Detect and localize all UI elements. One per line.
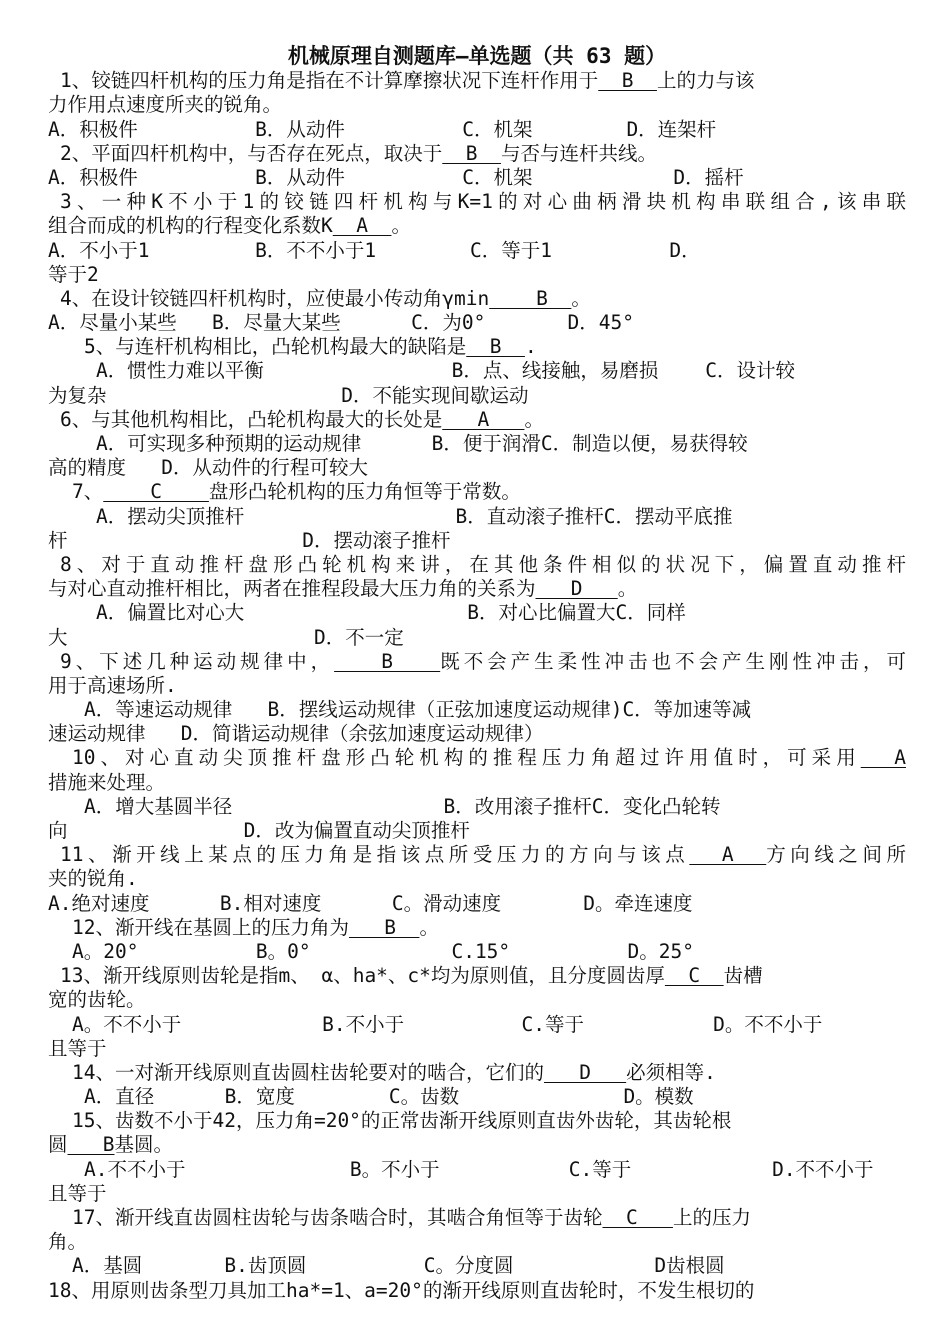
text-line	[48, 480, 906, 504]
line-text: 既不会产生柔性冲击也不会产生刚性冲击，可	[440, 649, 906, 673]
text-line	[48, 69, 906, 93]
text-line	[48, 408, 906, 432]
text-line	[48, 529, 906, 553]
text-line	[48, 940, 906, 964]
line-text: 与否与连杆共线。	[500, 141, 657, 165]
text-line	[48, 505, 906, 529]
line-text: 。	[524, 407, 544, 431]
text-line	[48, 263, 906, 287]
answer-blank: D	[535, 577, 618, 601]
answer-blank: C	[602, 1206, 673, 1230]
text-line	[48, 214, 906, 238]
line-text: 为复杂 D．不能实现间歇运动	[48, 383, 529, 407]
line-text: 。	[391, 214, 411, 238]
line-text: 15、齿数不小于42，压力角=20°的正常齿渐开线原则直齿外齿轮，其齿轮根	[72, 1109, 732, 1133]
text-line	[48, 1013, 906, 1037]
text-line	[48, 601, 906, 625]
line-text: 。	[419, 915, 439, 939]
line-text: 。	[571, 286, 591, 310]
text-line	[48, 577, 906, 601]
text-line	[48, 746, 906, 770]
answer-blank: B	[598, 69, 657, 93]
document-page	[48, 44, 906, 1303]
line-text: A．不小于1 B．不不小于1 C．等于1 D．	[48, 238, 701, 262]
line-text: 向 D．改为偏置直动尖顶推杆	[48, 819, 470, 843]
text-line	[48, 384, 906, 408]
line-text: 必须相等.	[626, 1060, 716, 1084]
text-line	[48, 650, 906, 674]
text-line	[48, 93, 906, 117]
line-text: 基圆。	[114, 1133, 173, 1157]
line-text: A．增大基圆半径 B．改用滚子推杆C．变化凸轮转	[84, 794, 721, 818]
line-text: A．基圆 B.齿顶圆 C。分度圆 D齿根圆	[72, 1254, 725, 1278]
text-line	[48, 1133, 906, 1157]
text-line	[48, 892, 906, 916]
line-text: 上的力与该	[656, 69, 755, 93]
answer-blank: B	[466, 335, 525, 359]
line-text: 12、渐开线在基圆上的压力角为	[72, 915, 349, 939]
answer-blank: A	[860, 746, 906, 770]
line-text: 高的精度 D．从动件的行程可较大	[48, 456, 368, 480]
answer-blank: C	[664, 964, 724, 988]
line-text: 措施来处理。	[48, 770, 166, 794]
line-text: A．惯性力难以平衡 B．点、线接触，易磨损 C．设计较	[96, 359, 796, 383]
text-line	[48, 1279, 906, 1303]
line-text: 大 D．不一定	[48, 625, 404, 649]
line-text: 组合而成的机构的行程变化系数K	[48, 214, 333, 238]
line-text: 宽的齿轮。	[48, 988, 146, 1012]
line-text: 13、渐开线原则齿轮是指m、 α、ha*、c*均为原则值，且分度圆齿厚	[60, 964, 665, 988]
answer-blank: D	[543, 1060, 627, 1084]
line-text: 夹的锐角.	[48, 867, 138, 891]
line-text: .	[524, 335, 537, 359]
line-text: 1、铰链四杆机构的压力角是指在不计算摩擦状况下连杆作用于	[60, 69, 599, 93]
text-line	[48, 335, 906, 359]
line-text: 与对心直动推杆相比，两者在推程段最大压力角的关系为	[48, 577, 536, 601]
line-text: 4、在设计铰链四杆机构时，应使最小传动角γmin	[60, 286, 490, 310]
line-text: A。20° B。0° C.15° D。25°	[72, 939, 695, 963]
text-line	[48, 1182, 906, 1206]
answer-blank: A	[442, 407, 525, 431]
text-line	[48, 190, 906, 214]
text-line	[48, 698, 906, 722]
line-text: 角。	[48, 1230, 88, 1254]
line-text: 速运动规律 D．简谐运动规律（余弦加速度运动规律）	[48, 722, 544, 746]
text-line	[48, 626, 906, 650]
line-text: 。	[617, 577, 638, 601]
line-text: 2、平面四杆机构中，与否存在死点，取决于	[60, 141, 443, 165]
text-line	[48, 553, 906, 577]
line-text: A．等速运动规律 B．摆线运动规律（正弦加速度运动规律)C．等加速等减	[84, 698, 752, 722]
line-text: 圆	[48, 1133, 68, 1157]
line-text: 7、	[72, 480, 104, 504]
line-text: 且等于	[48, 1036, 107, 1060]
text-line	[48, 456, 906, 480]
answer-blank: B	[489, 286, 572, 310]
text-line	[48, 1085, 906, 1109]
line-text: 14、一对渐开线原则直齿圆柱齿轮要对的啮合，它们的	[72, 1060, 544, 1084]
text-line	[48, 1061, 906, 1085]
line-text: 10、对心直动尖顶推杆盘形凸轮机构的推程压力角超过许用值时，可采用	[72, 746, 861, 770]
line-text: 5、与连杆机构相比，凸轮机构最大的缺陷是	[84, 335, 467, 359]
text-line	[48, 1206, 906, 1230]
text-line	[48, 359, 906, 383]
text-line	[48, 118, 906, 142]
answer-blank: B	[67, 1133, 115, 1157]
line-text: A.绝对速度 B.相对速度 C。滑动速度 D。牵连速度	[48, 891, 693, 915]
line-text: 17、渐开线直齿圆柱齿轮与齿条啮合时，其啮合角恒等于齿轮	[72, 1206, 603, 1230]
text-line	[48, 166, 906, 190]
text-line	[48, 311, 906, 335]
text-line	[48, 674, 906, 698]
answer-blank: B	[334, 649, 441, 673]
text-line	[48, 1037, 906, 1061]
text-line	[48, 287, 906, 311]
text-line	[48, 819, 906, 843]
text-line	[48, 988, 906, 1012]
text-line	[48, 1230, 906, 1254]
text-line	[48, 722, 906, 746]
line-text: 且等于	[48, 1181, 107, 1205]
line-text: 3、一种K不小于1的铰链四杆机构与K=1的对心曲柄滑块机构串联组合,该串联	[60, 190, 906, 214]
answer-blank: A	[332, 214, 392, 238]
line-text: 杆 D．摆动滚子推杆	[48, 528, 451, 552]
line-text: 用于高速场所.	[48, 673, 177, 697]
text-line	[48, 432, 906, 456]
answer-blank: A	[689, 843, 767, 867]
line-text: 18、用原则齿条型刀具加工ha*=1、a=20°的渐开线原则直齿轮时，不发生根切的	[48, 1278, 755, 1302]
line-text: 齿槽	[723, 964, 763, 988]
line-text: 力作用点速度所夹的锐角。	[48, 93, 283, 117]
line-text: A。不不小于 B.不小于 C.等于 D。不不小于	[72, 1012, 823, 1036]
answer-blank: B	[442, 141, 501, 165]
answer-blank: C	[103, 480, 209, 504]
page-title: 机械原理自测题库—单选题（共 63 题）	[287, 44, 667, 68]
question-list	[48, 69, 906, 1303]
line-text: 6、与其他机构相比，凸轮机构最大的长处是	[60, 407, 443, 431]
line-text: A．积极件 B．从动件 C．机架 D．连架杆	[48, 117, 717, 141]
text-line	[48, 916, 906, 940]
line-text: A．尽量小某些 B．尽量大某些 C．为0° D．45°	[48, 311, 634, 335]
line-text: 上的压力	[672, 1206, 751, 1230]
line-text: A．直径 B．宽度 C。齿数 D。模数	[84, 1085, 694, 1109]
text-line	[48, 843, 906, 867]
text-line	[48, 1109, 906, 1133]
answer-blank: B	[348, 915, 420, 939]
line-text: 盘形凸轮机构的压力角恒等于常数。	[208, 480, 521, 504]
text-line	[48, 1158, 906, 1182]
text-line	[48, 239, 906, 263]
line-text: A．可实现多种预期的运动规律 B．便于润滑C．制造以便，易获得较	[96, 432, 748, 456]
line-text: 等于2	[48, 262, 99, 286]
text-line	[48, 771, 906, 795]
line-text: A．偏置比对心大 B．对心比偏置大C．同样	[96, 601, 686, 625]
line-text: 11、渐开线上某点的压力角是指该点所受压力的方向与该点	[60, 843, 690, 867]
line-text: 8、对于直动推杆盘形凸轮机构来讲，在其他条件相似的状况下，偏置直动推杆	[60, 552, 906, 576]
text-line	[48, 867, 906, 891]
line-text: A.不不小于 B。不小于 C.等于 D.不不小于	[84, 1157, 874, 1181]
text-line	[48, 795, 906, 819]
line-text: A．摆动尖顶推杆 B．直动滚子推杆C．摆动平底推	[96, 504, 733, 528]
line-text: 9、下述几种运动规律中，	[60, 649, 335, 673]
text-line	[48, 1254, 906, 1278]
text-line	[48, 142, 906, 166]
text-line	[48, 964, 906, 988]
line-text: 方向线之间所	[766, 843, 906, 867]
line-text: A．积极件 B．从动件 C．机架 D．摇杆	[48, 165, 744, 189]
